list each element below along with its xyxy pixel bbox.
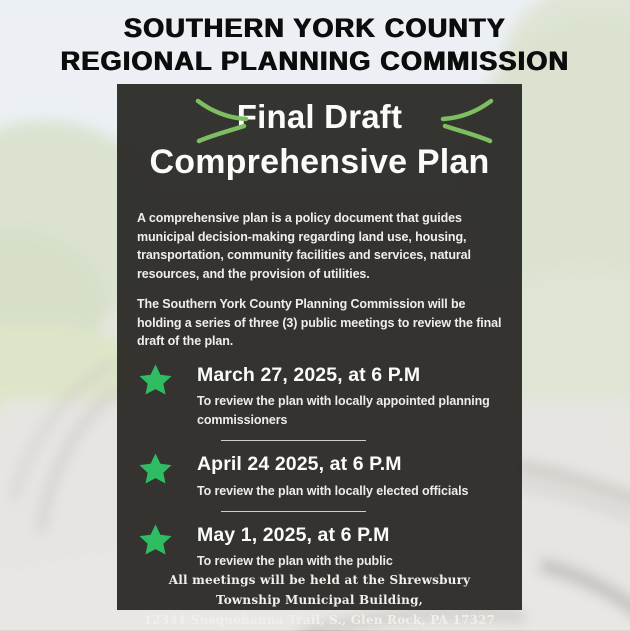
meeting-date: May 1, 2025, at 6 P.M	[197, 524, 390, 546]
meeting-description: To review the plan with the public	[197, 554, 393, 569]
star-icon	[137, 452, 181, 484]
meeting-description: To review the plan with locally elected officials	[197, 483, 469, 498]
page-title	[0, 12, 630, 78]
meeting-text	[181, 363, 502, 430]
meeting-item-3	[137, 523, 502, 571]
meeting-date: March 27, 2025, at 6 P.M	[197, 364, 421, 386]
meeting-divider	[221, 440, 366, 442]
emphasis-strokes-left-icon	[195, 98, 251, 144]
announcement-paragraph: The Southern York County Planning Commission will be holding a series of three (3) public meetings to review the final draft of the plan.	[137, 296, 502, 349]
flyer-panel	[117, 84, 522, 627]
emphasis-strokes-right-icon	[438, 98, 494, 144]
intro-paragraph: A comprehensive plan is a policy document that guides municipal decision-making regarding land use, housing, transportation, community facilities and services, natural resources, and the provision of utilities.	[137, 210, 471, 281]
page-title-line1: SOUTHERN YORK COUNTY	[123, 13, 507, 43]
location-footer-line1: All meetings will be held at the Shrewsbury Township Municipal Building,	[168, 573, 471, 607]
meeting-item-2	[137, 452, 502, 500]
star-icon	[137, 363, 181, 395]
location-footer-line2: 12341 Susquehanna Trail, S., Glen Rock, PA 17327	[143, 612, 496, 627]
meeting-description: To review the plan with locally appointed planning commissioners	[197, 394, 490, 428]
meeting-date: April 24 2025, at 6 P.M	[197, 453, 402, 476]
meeting-text	[181, 523, 502, 571]
flyer-heading-line2: Comprehensive Plan	[149, 143, 490, 182]
flyer-heading-line1: Final Draft	[236, 98, 403, 135]
meeting-divider	[221, 511, 366, 513]
page-title-line2: REGIONAL PLANNING COMMISSION	[60, 45, 570, 76]
location-footer	[137, 571, 502, 630]
meeting-list	[137, 363, 502, 571]
meeting-text	[181, 452, 502, 500]
star-icon	[137, 523, 181, 555]
panel-header	[137, 94, 502, 184]
meeting-item-1	[137, 363, 502, 430]
